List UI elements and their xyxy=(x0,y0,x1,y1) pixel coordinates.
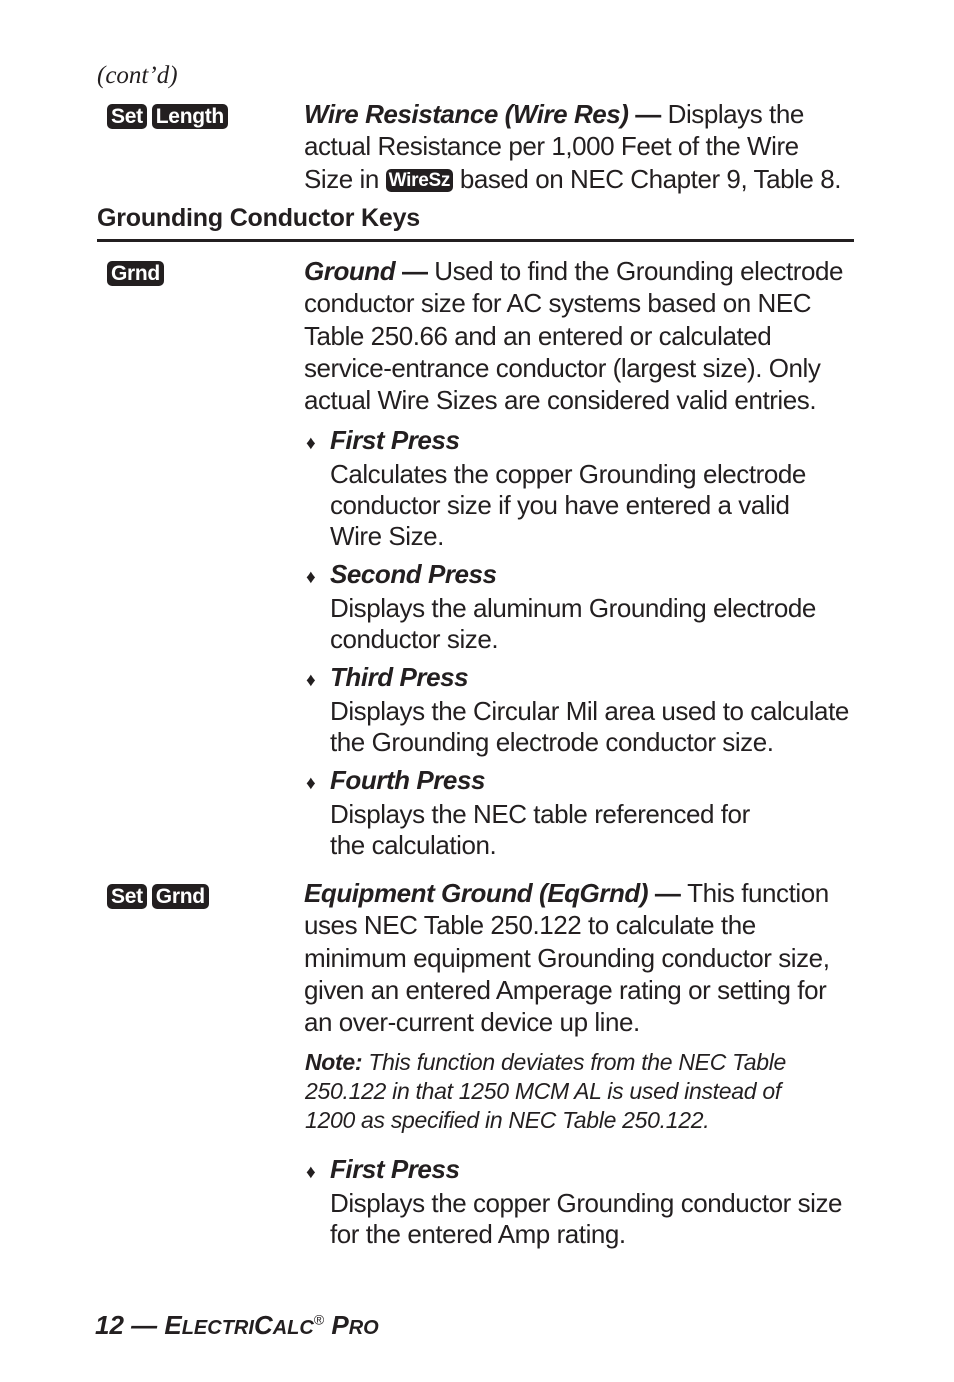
ground-press-4 xyxy=(306,765,766,861)
grnd-key: Grnd xyxy=(107,261,164,286)
eqgrnd-note xyxy=(305,1048,835,1135)
eqgrnd-description xyxy=(304,877,854,1038)
press-heading: Second Press xyxy=(330,559,497,589)
continued-label: (cont’d) xyxy=(97,62,178,89)
page-number: 12 — xyxy=(95,1310,165,1340)
section-title: Grounding Conductor Keys xyxy=(97,204,854,242)
eqgrnd-text: This function uses NEC Table 250.122 to calculate the minimum equipment Grounding conductor size, given an entered Amperage rating or setting for an over-current device up line. xyxy=(304,878,830,1038)
press-text: Displays the NEC table referenced for the calculation. xyxy=(330,799,750,860)
set-key: Set xyxy=(107,104,147,129)
diamond-bullet-icon: ♦ xyxy=(306,567,316,588)
eqgrnd-term: Equipment Ground (EqGrnd) xyxy=(304,878,649,908)
note-label: Note: xyxy=(305,1049,363,1075)
title-smallcaps: LECTRI xyxy=(181,1317,254,1339)
wire-res-term: Wire Resistance (Wire Res) xyxy=(304,99,629,129)
press-heading: First Press xyxy=(330,1154,460,1184)
ground-text: Used to find the Grounding electrode conductor size for AC systems based on NEC Table 250.66 and an entered or calculated service-entrance conductor (largest size). Only actual Wire Sizes are considered valid entries. xyxy=(304,256,844,416)
ground-term: Ground xyxy=(304,256,396,286)
title-letter: P xyxy=(324,1310,349,1340)
title-smallcaps: ALC xyxy=(272,1317,314,1339)
em-dash: — xyxy=(395,256,435,286)
wire-res-description xyxy=(304,98,854,195)
em-dash: — xyxy=(648,878,688,908)
page-footer xyxy=(95,1310,379,1341)
title-letter: C xyxy=(253,1310,273,1340)
diamond-bullet-icon: ♦ xyxy=(306,670,316,691)
wire-res-text: Displays the actual Resistance per 1,000 Feet of the Wire Size in xyxy=(304,99,804,194)
press-text: Calculates the copper Grounding electrode conductor size if you have entered a valid Wire Size. xyxy=(330,459,806,551)
ground-press-1 xyxy=(306,425,826,552)
press-text: Displays the Circular Mil area used to calculate the Grounding electrode conductor size. xyxy=(330,696,849,757)
eqgrnd-press-1 xyxy=(306,1154,854,1250)
length-key: Length xyxy=(152,104,228,129)
press-text: Displays the copper Grounding conductor size for the entered Amp rating. xyxy=(330,1188,843,1249)
em-dash: — xyxy=(628,99,668,129)
ground-press-3 xyxy=(306,662,854,758)
ground-description xyxy=(304,255,854,416)
grnd-key: Grnd xyxy=(152,884,209,909)
diamond-bullet-icon: ♦ xyxy=(306,773,316,794)
press-heading: First Press xyxy=(330,425,460,455)
set-key: Set xyxy=(107,884,147,909)
ground-key xyxy=(107,261,169,286)
eqgrnd-key-combo xyxy=(107,884,214,909)
wire-res-key-combo xyxy=(107,104,233,129)
wiresz-key: WireSz xyxy=(386,169,453,192)
diamond-bullet-icon: ♦ xyxy=(306,1162,316,1183)
wire-res-text-end: based on NEC Chapter 9, Table 8. xyxy=(453,163,841,194)
press-heading: Fourth Press xyxy=(330,765,485,795)
note-text: This function deviates from the NEC Table 250.122 in that 1250 MCM AL is used instead of 1200 as specified in NEC Table 250.122. xyxy=(305,1049,787,1133)
title-letter: E xyxy=(164,1310,182,1340)
press-text: Displays the aluminum Grounding electrode conductor size. xyxy=(330,593,816,654)
title-smallcaps: RO xyxy=(348,1317,379,1339)
ground-press-2 xyxy=(306,559,826,655)
registered-mark: ® xyxy=(313,1311,325,1328)
diamond-bullet-icon: ♦ xyxy=(306,433,316,454)
press-heading: Third Press xyxy=(330,662,469,692)
